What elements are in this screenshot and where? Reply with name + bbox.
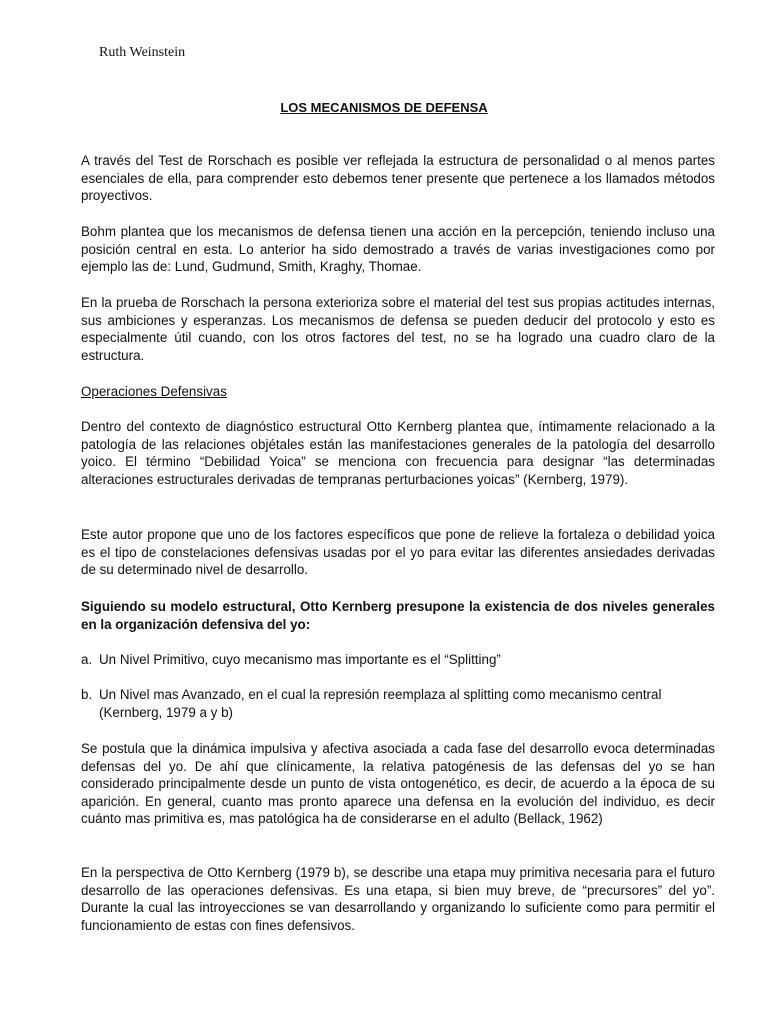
list-item-text: Un Nivel mas Avanzado, en el cual la represión reemplaza al splitting como mecanismo central bbox=[99, 687, 662, 702]
section-heading: Operaciones Defensivas bbox=[81, 384, 227, 399]
paragraph-dynamics: Se postula que la dinámica impulsiva y afectiva asociada a cada fase del desarrollo evoca determinadas defensas del yo. De ahí que clínicamente, la relativa patogénesis de las defensas del yo se han considerado principalmente desde un punto de vista ontogenético, es decir, de acuerdo a la época de su aparición. En general, cuanto mas pronto aparece una defensa en la evolución del individuo, es decir cuánto mas primitiva es, mas patológica ha de considerarse en el adulto (Bellack, 1962) bbox=[81, 741, 715, 827]
paragraph-kernberg-context: Dentro del contexto de diagnóstico estructural Otto Kernberg plantea que, íntimamente relacionado a la patología de las relaciones objétales están las manifestaciones generales de la patología del desarrollo yoico. El término “Debilidad Yoica” se menciona con frecuencia para designar “las determinadas alteraciones estructurales derivadas de tempranas perturbaciones yoicas” (Kernberg, 1979). bbox=[81, 419, 715, 487]
list-marker: b. bbox=[81, 687, 93, 702]
paragraph-author-proposal: Este autor propone que uno de los factores específicos que pone de relieve la fortaleza o debilidad yoica es el tipo de constelaciones defensivas usadas por el yo para evitar las diferentes ansiedades derivadas de su determinado nivel de desarrollo. bbox=[81, 527, 715, 578]
list-item bbox=[81, 651, 721, 669]
paragraph-perspective: En la perspectiva de Otto Kernberg (1979 b), se describe una etapa muy primitiva necesaria para el futuro desarrollo de las operaciones defensivas. Es una etapa, si bien muy breve, de “precursores” del yo”. Durante la cual las introyecciones se van desarrollando y organizando lo suficiente como para permitir el funcionamiento de estas con fines defensivos. bbox=[81, 865, 715, 933]
list-item-text: Un Nivel Primitivo, cuyo mecanismo mas importante es el “Splitting” bbox=[99, 652, 501, 667]
document-title: LOS MECANISMOS DE DEFENSA bbox=[280, 100, 488, 115]
list-item-continuation: (Kernberg, 1979 a y b) bbox=[99, 704, 233, 720]
author-name: Ruth Weinstein bbox=[99, 45, 186, 60]
list-item bbox=[81, 686, 721, 721]
paragraph-intro: A través del Test de Rorschach es posible ver reflejada la estructura de personalidad o al menos partes esenciales de ella, para comprender esto debemos tener presente que pertenece a los llamados métodos proyectivos. bbox=[81, 153, 715, 204]
list-marker: a. bbox=[81, 652, 93, 667]
paragraph-bohm: Bohm plantea que los mecanismos de defensa tienen una acción en la percepción, teniendo incluso una posición central en esta. Lo anterior ha sido demostrado a través de varias investigaciones como por ejemplo las de: Lund, Gudmund, Smith, Kraghy, Thomae. bbox=[81, 224, 715, 275]
paragraph-rorschach: En la prueba de Rorschach la persona exterioriza sobre el material del test sus propias actitudes internas, sus ambiciones y esperanzas. Los mecanismos de defensa se pueden deducir del protocolo y esto es especialmente útil cuando, con los otros factores del test, no se ha logrado una cuadro claro de la estructura. bbox=[81, 295, 715, 363]
paragraph-structural-model: Siguiendo su modelo estructural, Otto Kernberg presupone la existencia de dos niveles generales en la organización defensiva del yo: bbox=[81, 599, 715, 632]
